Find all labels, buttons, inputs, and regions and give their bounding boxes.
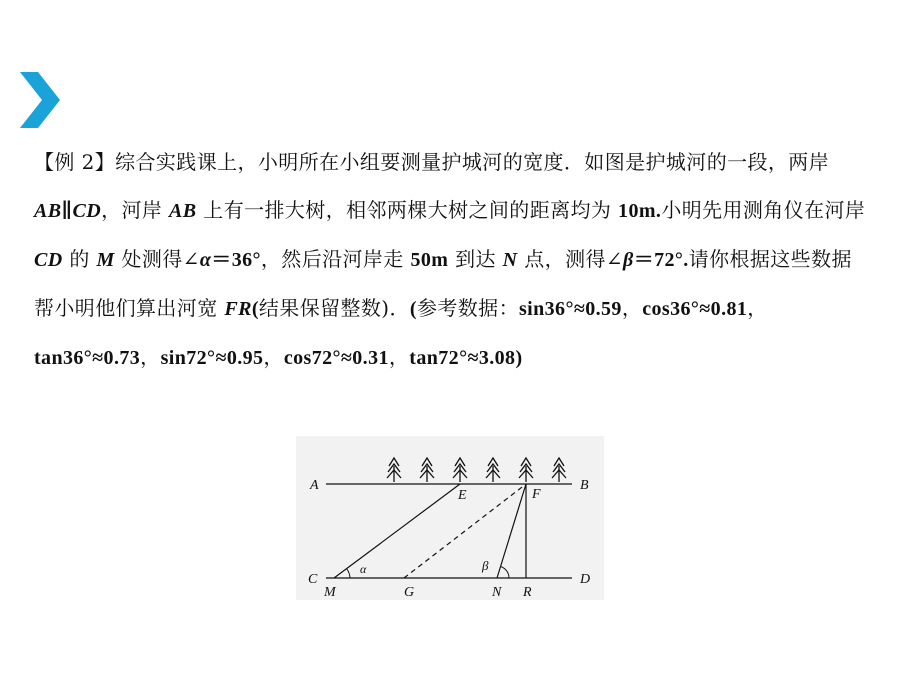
label-a: A bbox=[310, 478, 319, 493]
bracket-open: 【 bbox=[34, 150, 55, 174]
ref-tan36: tan36°≈0.73 bbox=[34, 347, 141, 369]
tree-icon bbox=[519, 458, 533, 482]
bracket-close: 】 bbox=[94, 150, 116, 174]
tree-icon bbox=[486, 458, 500, 482]
label-m: M bbox=[324, 585, 336, 600]
tree-icon bbox=[387, 458, 401, 482]
river-diagram bbox=[296, 436, 604, 600]
ref-tan72: tan72°≈3.08) bbox=[409, 347, 523, 369]
angle-beta-arc bbox=[501, 567, 510, 579]
ref-sin72: sin72°≈0.95 bbox=[160, 347, 264, 369]
tree-icon bbox=[453, 458, 467, 482]
label-g: G bbox=[404, 585, 415, 600]
ref-cos72: cos72°≈0.31 bbox=[283, 347, 389, 369]
problem-text: 【例 2】综合实践课上，小明所在小组要测量护城河的宽度．如图是护城河的一段，两岸 AB∥CD，河岸 AB 上有一排大树，相邻两棵大树之间的距离均为 10m.小明先用测角仪在河岸 CD 的 M 处测得∠α＝36°，然后沿河岸走 50m 到达 N 点，测得∠β＝72°.请你根据这些数据帮小明他们算出河宽 FR(结果保留整数)．(参考数据：sin36°≈0.59，cos36°≈0.81，tan36°≈0.73，sin72°≈0.95，cos72°≈0.31，tan72°≈3.08) bbox=[34, 150, 866, 369]
example-label: 例 2 bbox=[54, 150, 95, 174]
tree-icon bbox=[420, 458, 434, 482]
label-beta: β bbox=[482, 558, 489, 573]
label-c: C bbox=[308, 572, 318, 587]
label-b: B bbox=[580, 478, 589, 493]
label-e: E bbox=[458, 488, 467, 503]
chevron-right-icon bbox=[14, 70, 62, 130]
angle-alpha-arc bbox=[347, 569, 350, 578]
tree-icon bbox=[552, 458, 566, 482]
ref-sin36: sin36°≈0.59 bbox=[518, 298, 622, 320]
label-d: D bbox=[580, 572, 591, 587]
line-nf bbox=[497, 484, 526, 578]
label-f: F bbox=[532, 487, 541, 502]
ref-cos36: cos36°≈0.81 bbox=[642, 298, 748, 320]
line-me bbox=[334, 484, 460, 578]
label-r: R bbox=[523, 585, 532, 600]
label-n: N bbox=[492, 585, 502, 600]
label-alpha: α bbox=[360, 562, 367, 576]
